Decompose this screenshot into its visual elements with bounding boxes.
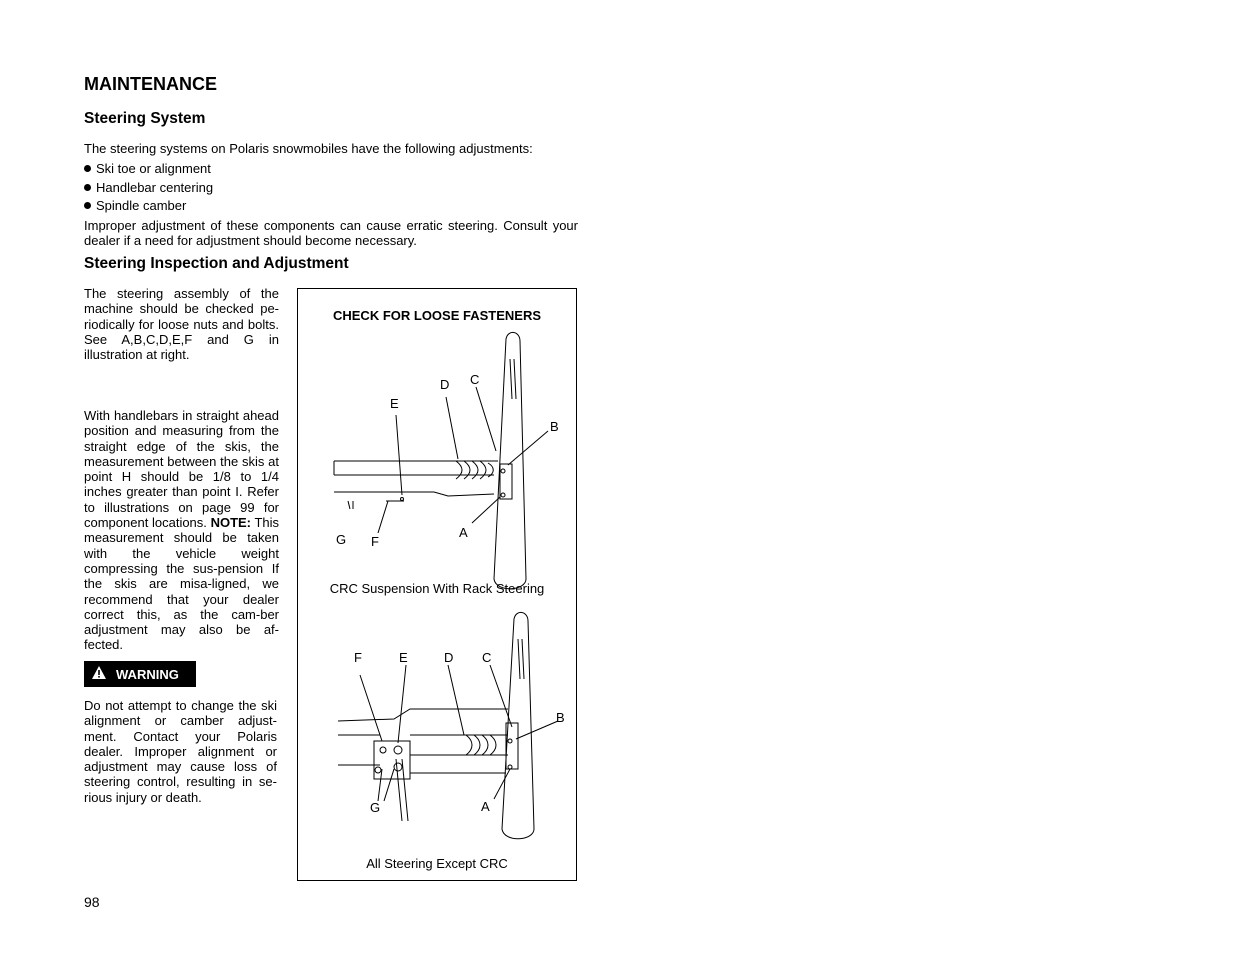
label-a-top: A: [459, 525, 468, 540]
top-figure-caption: CRC Suspension With Rack Steering: [329, 581, 545, 596]
warning-text: Do not attempt to change the ski alignment or camber adjust-ment. Contact your Polaris dealer. Improper alignment or adjustment may cause loss of steering control, resulting in se-rious injury or death.: [84, 698, 277, 805]
label-b-top: B: [550, 419, 559, 434]
inspection-paragraph-1: The steering assembly of the machine should be checked pe-riodically for loose nuts and bolts. See A,B,C,D,E,F and G in illustration at right.: [84, 286, 279, 363]
adjustments-list: [84, 160, 213, 216]
label-e-top: E: [390, 396, 399, 411]
label-a-bottom: A: [481, 799, 490, 814]
label-b-bottom: B: [556, 710, 565, 725]
bullet-icon: [84, 165, 91, 172]
label-f-top: F: [371, 534, 379, 549]
label-g-bottom: G: [370, 800, 381, 815]
label-d-top: D: [440, 377, 450, 392]
bullet-icon: [84, 202, 91, 209]
list-item: Handlebar centering: [84, 179, 213, 198]
inspection-paragraph-2: With handlebars in straight ahead position and measuring from the straight edge of the skis, the measurement between the skis at point H should be 1/8 to 1/4 inches greater than point I. Refer to illustrations on page 99 for component locations. NOTE: This measurement should be taken with the vehicle weight compressing the sus-pension If the skis are misa-ligned, we recommend that your dealer correct this, as the cam-ber adjustment may also be af-fected.: [84, 408, 279, 653]
figure-title: CHECK FOR LOOSE FASTENERS: [332, 308, 542, 323]
label-g-top: G: [336, 532, 347, 547]
inspection-title: Steering Inspection and Adjustment: [84, 255, 349, 272]
steering-system-title: Steering System: [84, 110, 206, 127]
label-c-bottom: C: [482, 650, 492, 665]
page-number: 98: [84, 894, 100, 910]
steering-system-note: Improper adjustment of these components can cause erratic steering. Consult your dealer if a need for adjustment should become necessary.: [84, 218, 578, 249]
bullet-icon: [84, 184, 91, 191]
section-heading: MAINTENANCE: [84, 74, 217, 94]
warning-triangle-icon: [92, 666, 106, 682]
label-e-bottom: E: [399, 650, 408, 665]
label-c-top: C: [470, 372, 480, 387]
label-d-bottom: D: [444, 650, 454, 665]
label-f-bottom: F: [354, 650, 362, 665]
note-label: NOTE:: [210, 515, 252, 531]
figure-box: [297, 288, 577, 881]
list-item: Ski toe or alignment: [84, 160, 213, 179]
steering-system-intro: The steering systems on Polaris snowmobiles have the following adjustments:: [84, 141, 533, 156]
warning-badge: [84, 661, 196, 687]
list-item: Spindle camber: [84, 197, 213, 216]
bottom-figure-caption: All Steering Except CRC: [366, 856, 508, 871]
top-ski-illustration: [334, 332, 548, 588]
warning-label: WARNING: [116, 666, 179, 682]
